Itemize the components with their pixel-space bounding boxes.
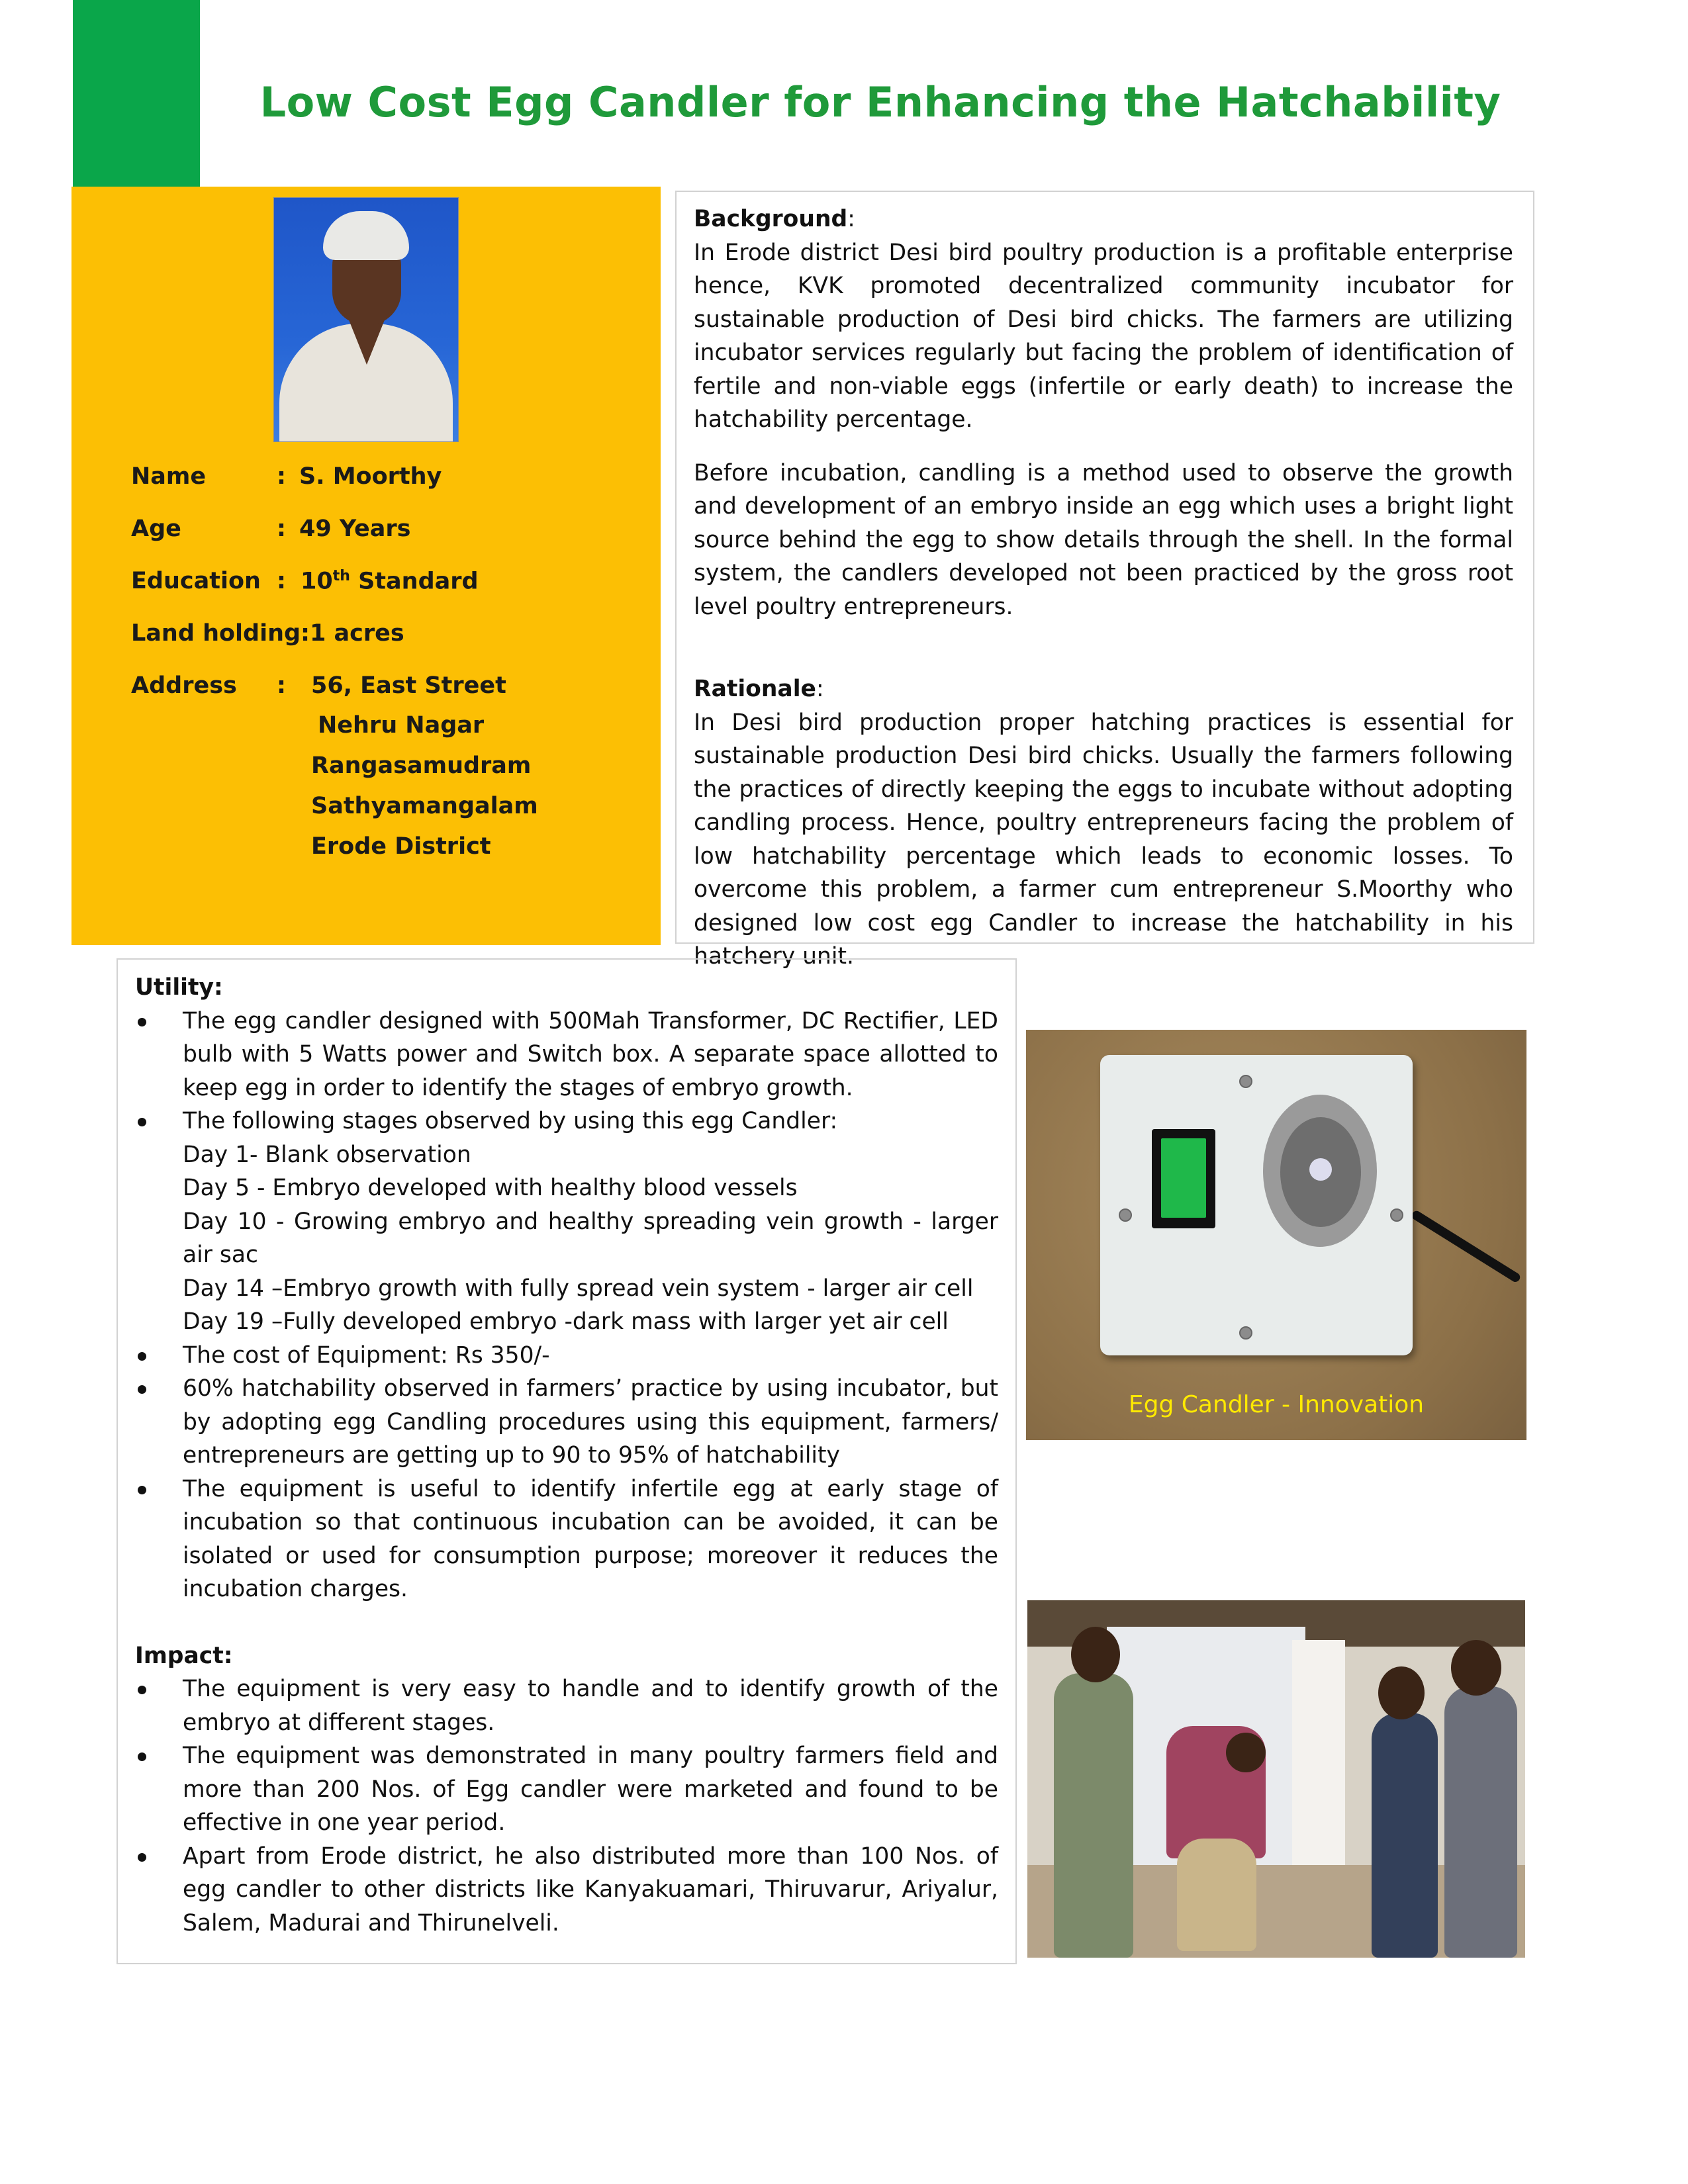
- impact-bullet-3-text: Apart from Erode district, he also distributed more than 100 Nos. of egg candler to other districts like Kanyakuamari, Thiruvarur, Ariyalur, Salem, Madurai and Thirunelveli.: [183, 1843, 998, 1936]
- candler-switch-rocker: [1161, 1138, 1206, 1218]
- photo-person-head: [1226, 1733, 1266, 1772]
- screw-icon: [1239, 1075, 1252, 1088]
- day-stage-19: Day 19 –Fully developed embryo -dark mass with larger yet air cell: [183, 1308, 949, 1335]
- education-value: [301, 568, 479, 595]
- age-value: 49 Years: [299, 516, 411, 542]
- education-suffix: th: [332, 568, 350, 584]
- candler-led-bulb: [1309, 1158, 1332, 1181]
- utility-bullet-2: [135, 1105, 998, 1138]
- photo-person: [1054, 1673, 1133, 1958]
- day-stage-1: Day 1- Blank observation: [183, 1141, 471, 1168]
- background-heading-line: Background:: [694, 206, 855, 232]
- age-colon: :: [277, 516, 286, 542]
- name-value: S. Moorthy: [299, 463, 442, 490]
- profile-panel: [71, 187, 661, 945]
- education-label: Education: [131, 568, 261, 594]
- photo-person: [1177, 1839, 1256, 1951]
- impact-bullet-1: [135, 1672, 998, 1739]
- utility-heading: Utility:: [135, 974, 223, 1001]
- utility-bullet-5: [135, 1473, 998, 1606]
- land-label: Land holding:: [131, 620, 310, 647]
- utility-bullet-2-text: The following stages observed by using this egg Candler:: [183, 1108, 838, 1134]
- address-line-3: Rangasamudram: [311, 752, 532, 779]
- education-number: 10: [301, 568, 333, 595]
- photo-person: [1372, 1713, 1438, 1958]
- impact-bullet-3: [135, 1840, 998, 1940]
- farmer-portrait-photo: [273, 197, 459, 442]
- utility-section: [135, 971, 998, 1940]
- utility-list-cont: [135, 1339, 998, 1606]
- bullet-dot: [138, 1686, 146, 1694]
- name-colon: :: [277, 463, 286, 490]
- impact-bullet-2: [135, 1739, 998, 1840]
- name-label: Name: [131, 463, 207, 490]
- photo-person-head: [1451, 1640, 1501, 1696]
- address-line-4: Sathyamangalam: [311, 793, 538, 819]
- address-line-5: Erode District: [311, 833, 491, 860]
- bullet-dot: [138, 1853, 146, 1862]
- rationale-paragraph: In Desi bird production proper hatching practices is essential for sustainable production Desi bird chicks. Usually the farmers following the practices of directly keeping the eggs to incubate without adopting candling process. Hence, poultry entrepreneurs facing the problem of low hatchability percentage which leads to economic losses. To overcome this problem, a farmer cum entrepreneur S.Moorthy who designed low cost egg Candler to increase the hatchability in his hatchery unit.: [694, 709, 1513, 970]
- impact-bullet-1-text: The equipment is very easy to handle and to identify growth of the embryo at different stages.: [183, 1676, 998, 1736]
- utility-bullet-3: [135, 1339, 998, 1373]
- bullet-dot: [138, 1018, 146, 1026]
- utility-bullet-5-text: The equipment is useful to identify infertile egg at early stage of incubation so that continuous incubation can be avoided, it can be isolated or used for consumption purpose; moreover it reduces the incubation charges.: [183, 1475, 998, 1602]
- age-label: Age: [131, 516, 181, 542]
- impact-bullet-2-text: The equipment was demonstrated in many poultry farmers field and more than 200 Nos. of Egg candler were marketed and found to be effective in one year period.: [183, 1743, 998, 1836]
- photo-person-head: [1071, 1627, 1120, 1682]
- utility-bullet-4: [135, 1372, 998, 1473]
- day-stage-14: Day 14 –Embryo growth with fully spread vein system - larger air cell: [183, 1275, 974, 1302]
- egg-candler-photo: [1026, 1030, 1526, 1440]
- photo-person-head: [1378, 1666, 1425, 1719]
- candler-switch: [1152, 1129, 1215, 1228]
- bullet-dot: [138, 1118, 146, 1126]
- land-value: 1 acres: [310, 620, 404, 647]
- screw-icon: [1119, 1208, 1132, 1222]
- day-stage-5: Day 5 - Embryo developed with healthy blood vessels: [183, 1175, 798, 1201]
- photo-person: [1444, 1686, 1517, 1958]
- page-title: Low Cost Egg Candler for Enhancing the Hatchability: [259, 78, 1501, 126]
- bullet-dot: [138, 1385, 146, 1394]
- background-paragraph-2: Before incubation, candling is a method used to observe the growth and development of an embryo inside an egg which uses a bright light source behind the egg to show details through the shell. In the formal system, the candlers developed not been practiced by the gross root level poultry entrepreneurs.: [694, 459, 1513, 620]
- demonstration-photo: [1027, 1600, 1525, 1958]
- photo-caption: Egg Candler - Innovation: [1128, 1391, 1425, 1418]
- candler-device-plate: [1100, 1055, 1413, 1355]
- utility-bullet-4-text: 60% hatchability observed in farmers’ practice by using incubator, but by adopting egg Candling procedures using this equipment, farmers/ entrepreneurs are getting up to 90 to 95% of hatchability: [183, 1375, 998, 1469]
- day-stage-10: Day 10 - Growing embryo and healthy spreading vein growth - larger air sac: [183, 1208, 998, 1268]
- photo-hair: [323, 211, 409, 260]
- address-line-1: 56, East Street: [311, 672, 506, 699]
- rationale-heading-line: Rationale:: [694, 676, 824, 702]
- rationale-heading: Rationale: [694, 676, 816, 702]
- bullet-dot: [138, 1352, 146, 1361]
- bullet-dot: [138, 1752, 146, 1761]
- green-accent-bar: [73, 0, 200, 187]
- address-colon: :: [277, 672, 286, 699]
- utility-bullet-1: [135, 1005, 998, 1105]
- education-colon: :: [277, 568, 286, 594]
- address-line-2: Nehru Nagar: [318, 712, 485, 739]
- education-standard: Standard: [358, 568, 479, 595]
- utility-bullet-1-text: The egg candler designed with 500Mah Transformer, DC Rectifier, LED bulb with 5 Watts power and Switch box. A separate space allotted to keep egg in order to identify the stages of embryo growth.: [183, 1007, 998, 1101]
- background-section: [694, 203, 1513, 974]
- background-heading: Background: [694, 206, 848, 232]
- bullet-dot: [138, 1486, 146, 1494]
- impact-list: [135, 1672, 998, 1940]
- utility-bullet-3-text: The cost of Equipment: Rs 350/-: [183, 1342, 550, 1369]
- screw-icon: [1390, 1208, 1403, 1222]
- screw-icon: [1239, 1326, 1252, 1340]
- utility-list: [135, 1005, 998, 1138]
- background-paragraph-1: In Erode district Desi bird poultry production is a profitable enterprise hence, KVK promoted decentralized community incubator for sustainable production of Desi bird chicks. The farmers are utilizing incubator services regularly but facing the problem of identification of fertile and non-viable eggs (infertile or early death) to increase the hatchability percentage.: [694, 239, 1513, 433]
- address-label: Address: [131, 672, 237, 699]
- impact-heading: Impact:: [135, 1642, 233, 1669]
